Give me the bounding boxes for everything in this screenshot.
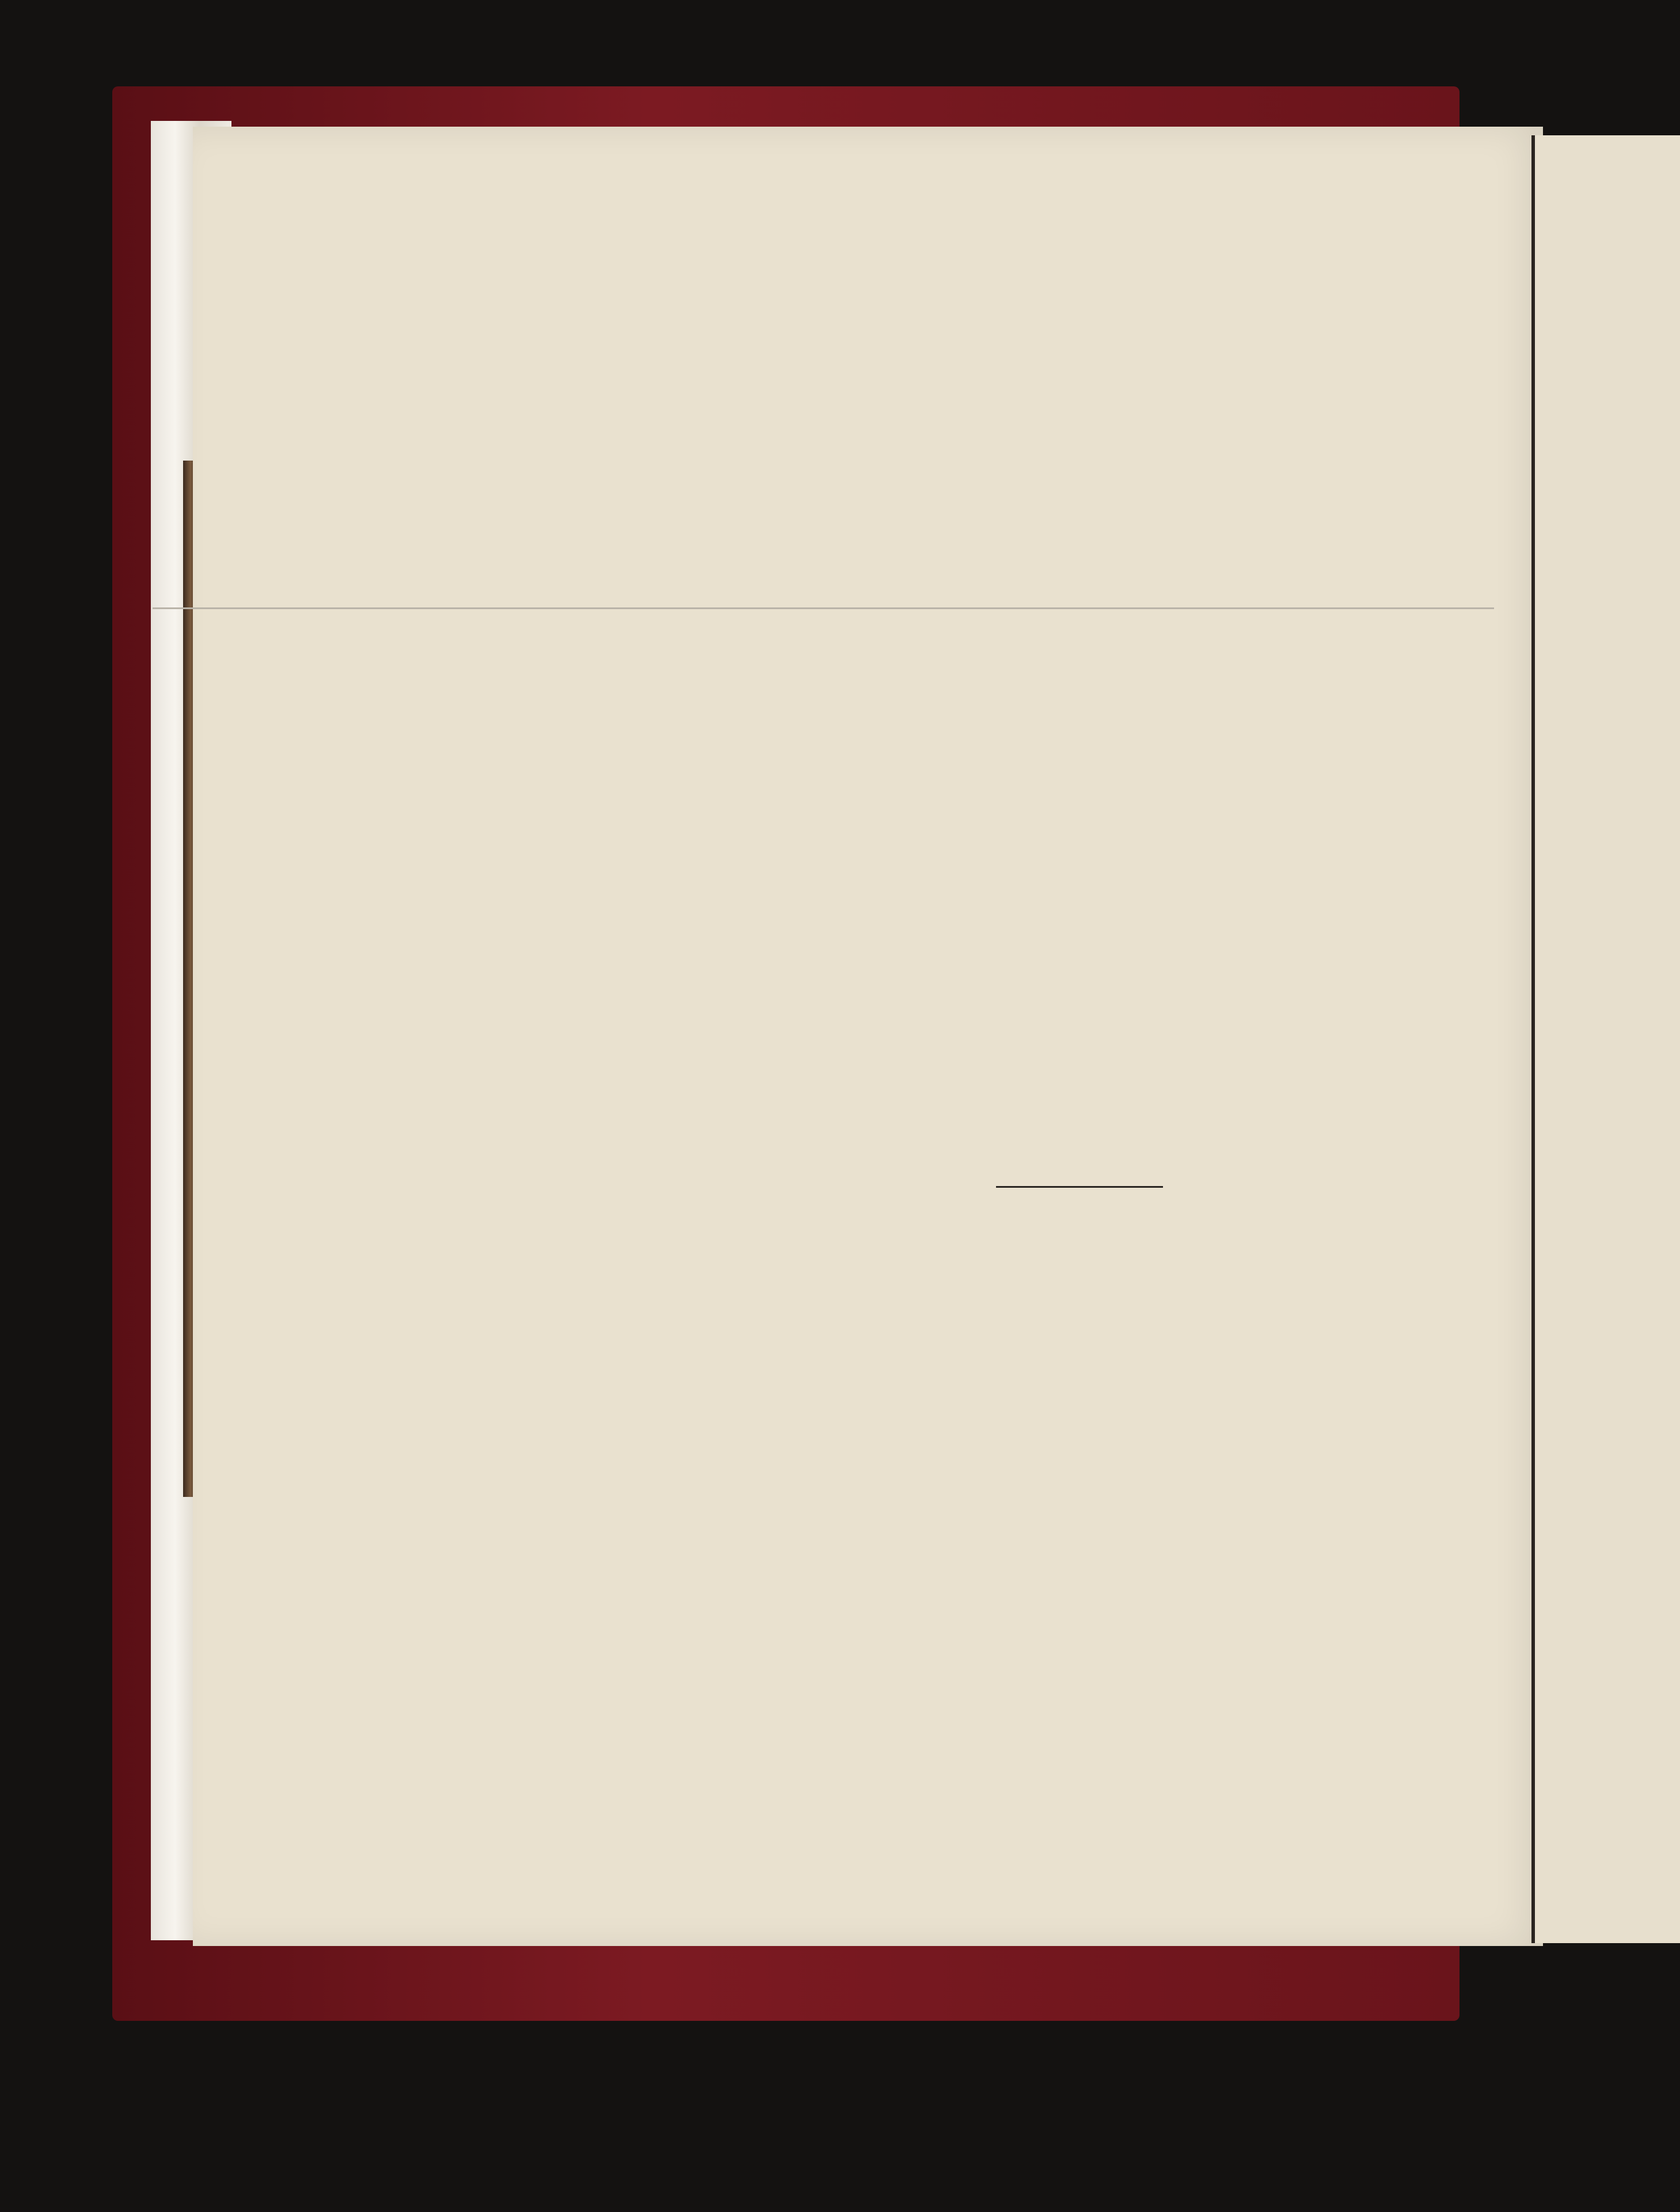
bed-total-rule bbox=[996, 1186, 1163, 1188]
section-divider bbox=[153, 607, 1494, 609]
right-page-fragment bbox=[1531, 135, 1680, 1943]
left-page bbox=[193, 127, 1543, 1946]
